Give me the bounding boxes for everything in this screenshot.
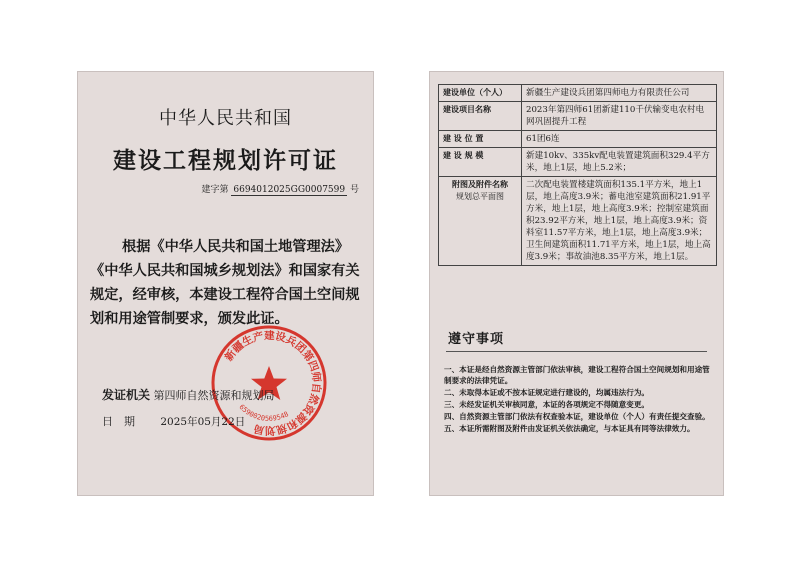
certificate-title: 建设工程规划许可证 [113,148,338,174]
row-value: 新疆生产建设兵团第四师电力有限责任公司 [522,85,717,102]
row-label: 建 设 规 模 [439,148,522,177]
seal-code: 6590020569548 [237,403,290,423]
project-info-table [438,84,717,266]
row-label: 建设项目名称 [439,102,522,131]
note-item: 四、自然资源主管部门依法有权查验本证，建设单位（个人）有责任提交查验。 [444,412,710,421]
row-label: 建设单位（个人） [439,85,522,102]
table-row [439,85,717,102]
notes-title: 遵守事项 [448,332,505,347]
row-label: 建 设 位 置 [439,131,522,148]
notes-divider [446,351,707,352]
issuer-name: 第四师自然资源和规划局 [153,389,275,402]
attachment-value: 二次配电装置楼建筑面积135.1平方米，地上1层，地上高度3.9米；蓄电池室建筑面积21.91平方米，地上1层，地上高度3.9米；控制室建筑面积23.92平方米，地上1层，地上高度3.9米；资料室11.57平方米，地上1层，地上高度3.9米；卫生间建筑面积11.71平方米，地上1层，地上高度3.9米；事故油池8.35平方米，地上1层。 [522,177,717,266]
certificate-number [201,182,359,195]
table-row [439,177,717,266]
cert-number-suffix: 号 [349,185,359,195]
note-item: 五、本证所需附图及附件由发证机关依法确定，与本证具有同等法律效力。 [444,424,695,433]
issue-date: 2025年05月22日 [160,416,246,428]
issuer-label: 发证机关 [102,388,151,402]
seal-text: 新疆生产建设兵团第四师自然资源和规划局 [222,329,323,437]
country-name: 中华人民共和国 [159,108,292,129]
note-item: 三、未经发证机关审核同意，本证的各项规定不得随意变更。 [444,400,650,409]
notes-list [444,364,715,435]
row-value: 61团6连 [522,131,717,148]
cert-number-value: 6694012025GG0007599 [233,185,346,195]
attachment-label [439,177,522,266]
note-item: 一、本证是经自然资源主管部门依法审核，建设工程符合国土空间规划和用途管制要求的法律凭证。 [444,365,710,385]
date-label: 日 期 [102,415,135,428]
row-value: 2023年第四师61团新建110千伏输变电农村电网巩固提升工程 [522,102,717,131]
date-row [102,413,245,429]
note-item: 二、未取得本证或不按本证规定进行建设的，均属违法行为。 [444,388,650,397]
attachment-label-name: 规划总平面图 [456,192,504,201]
attachment-label-title: 附图及附件名称 [452,180,508,189]
cert-number-label: 建字第 [201,185,229,195]
svg-text:6590020569548 [237,403,290,423]
declaration-text: 根据《中华人民共和国土地管理法》《中华人民共和国城乡规划法》和国家有关规定，经审核，本建设工程符合国土空间规划和用途管制要求，颁发此证。 [90,239,360,327]
table-row [439,102,717,131]
certificate-right-page [429,71,724,496]
row-value: 新建10kv、335kv配电装置建筑面积329.4平方米，地上1层，地上5.2米； [522,148,717,177]
table-row [439,148,717,177]
certificate-left-page [77,71,374,496]
issuer-row [102,386,275,403]
table-row [439,131,717,148]
